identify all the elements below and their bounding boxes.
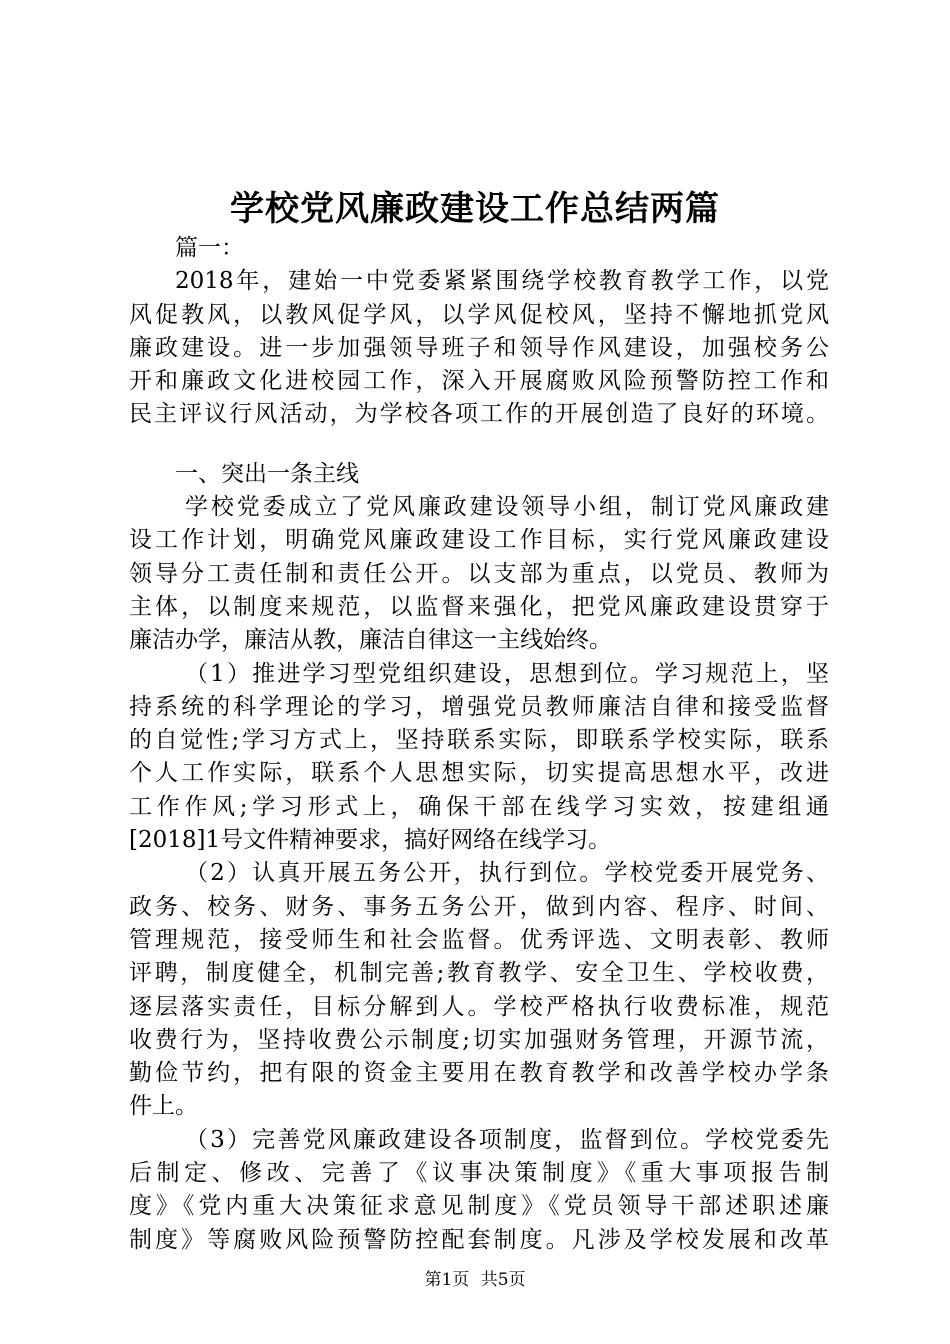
text-line: 件上。	[129, 1093, 198, 1120]
text-line: 后制定、修改、完善了《议事决策制度》《重大事项报告制	[129, 1160, 829, 1187]
page-number: 第1页	[424, 1270, 470, 1290]
text-line: 一、突出一条主线	[175, 460, 359, 487]
text-line: 制度》等腐败风险预警防控配套制度。凡涉及学校发展和改革	[129, 1226, 829, 1253]
paragraph-spacer	[129, 432, 829, 458]
text-line: 2018年，建始一中党委紧紧围绕学校教育教学工作，以党	[175, 268, 829, 295]
text-line: 篇一：	[175, 235, 244, 261]
text-line: 政务、校务、财务、事务五务公开，做到内容、程序、时间、	[129, 893, 829, 920]
text-line: 的自觉性;学习方式上，坚持联系实际，即联系学校实际，联系	[129, 727, 829, 754]
text-line: 管理规范，接受师生和社会监督。优秀评选、文明表彰、教师	[129, 926, 829, 953]
text-line: 领导分工责任制和责任公开。以支部为重点，以党员、教师为	[129, 560, 829, 587]
text-line: 工作作风;学习形式上，确保干部在线学习实效，按建组通	[129, 793, 829, 820]
text-line: （2）认真开展五务公开，执行到位。学校党委开展党务、	[185, 860, 829, 887]
document-title: 学校党风廉政建设工作总结两篇	[230, 189, 720, 229]
text-line: 逐层落实责任，目标分解到人。学校严格执行收费标准，规范	[129, 993, 829, 1020]
text-line: 风促教风，以教风促学风，以学风促校风，坚持不懈地抓党风	[129, 301, 829, 328]
text-line: [2018]1号文件精神要求，搞好网络在线学习。	[129, 827, 612, 854]
document-body	[129, 232, 829, 1257]
text-line: 开和廉政文化进校园工作，深入开展腐败风险预警防控工作和	[129, 368, 829, 395]
page-footer	[0, 1268, 950, 1292]
text-line: 主体，以制度来规范，以监督来强化，把党风廉政建设贯穿于	[129, 593, 829, 620]
text-line: 勤俭节约，把有限的资金主要用在教育教学和改善学校办学条	[129, 1060, 829, 1087]
text-line: 度》《党内重大决策征求意见制度》《党员领导干部述职述廉	[129, 1193, 829, 1220]
page-total: 共5页	[480, 1270, 526, 1290]
text-line: 持系统的科学理论的学习，增强党员教师廉洁自律和接受监督	[129, 693, 829, 720]
text-line: 收费行为，坚持收费公示制度;切实加强财务管理，开源节流，	[129, 1026, 829, 1053]
text-line: （3）完善党风廉政建设各项制度，监督到位。学校党委先	[185, 1126, 829, 1153]
text-line: 评聘，制度健全，机制完善;教育教学、安全卫生、学校收费，	[129, 960, 829, 987]
text-line: 民主评议行风活动，为学校各项工作的开展创造了良好的环境。	[129, 401, 829, 428]
text-line: 设工作计划，明确党风廉政建设工作目标，实行党风廉政建设	[129, 527, 829, 554]
text-line: （1）推进学习型党组织建设，思想到位。学习规范上，坚	[185, 660, 829, 687]
text-line: 廉洁办学，廉洁从教，廉洁自律这一主线始终。	[129, 627, 612, 654]
text-line: 廉政建设。进一步加强领导班子和领导作风建设，加强校务公	[129, 334, 829, 361]
text-line: 个人工作实际，联系个人思想实际，切实提高思想水平，改进	[129, 760, 829, 787]
text-line: 学校党委成立了党风廉政建设领导小组，制订党风廉政建	[185, 494, 829, 521]
